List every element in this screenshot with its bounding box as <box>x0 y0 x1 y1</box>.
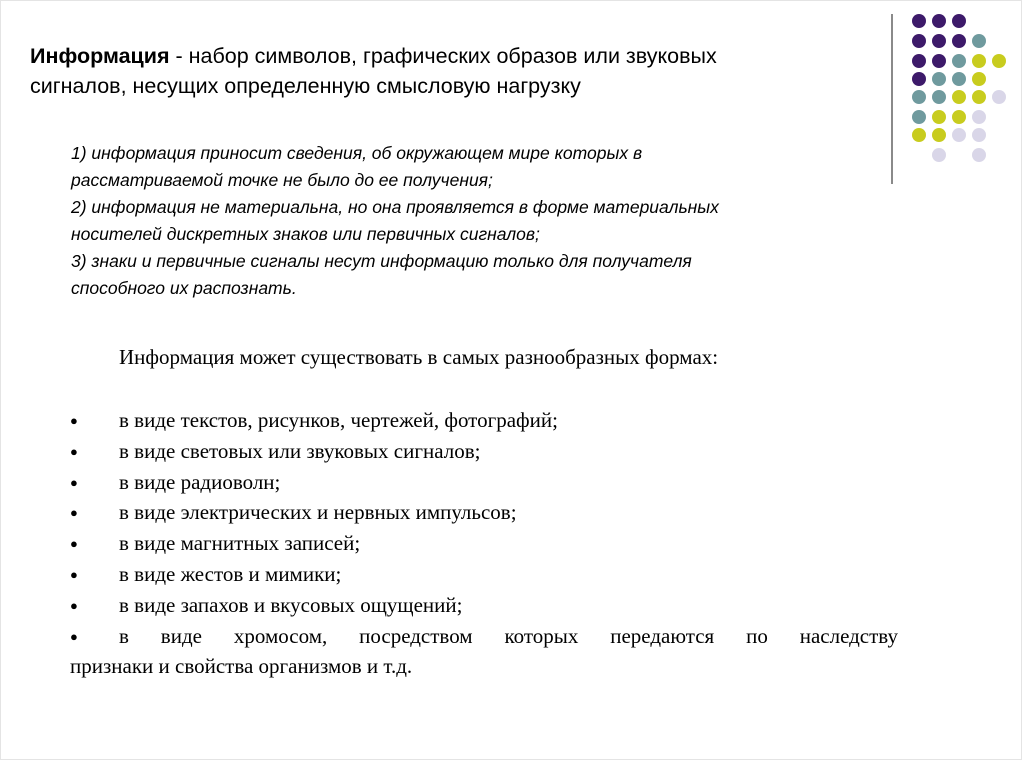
decor-dot <box>932 54 946 68</box>
bullet-icon: ● <box>70 474 78 490</box>
decor-dot <box>952 34 966 48</box>
decor-dot <box>932 14 946 28</box>
property-line: рассматриваемой точке не было до ее получения; <box>71 170 493 190</box>
decor-dot <box>912 14 926 28</box>
list-item <box>70 436 898 467</box>
list-item-text: в виде текстов, рисунков, чертежей, фотографий; <box>119 408 558 432</box>
list-item-text: в виде жестов и мимики; <box>119 561 342 586</box>
decor-dot <box>932 148 946 162</box>
decor-dot <box>912 110 926 124</box>
decor-dot <box>952 14 966 28</box>
decor-dot <box>952 72 966 86</box>
bullet-icon: ● <box>70 413 78 428</box>
decor-dot <box>932 72 946 86</box>
property-line: 3) знаки и первичные сигналы несут информацию только для получателя <box>71 251 692 271</box>
slide-title <box>30 41 880 101</box>
property-line: 1) информация приносит сведения, об окружающем мире которых в <box>71 143 643 163</box>
list-item-text: в виде электрических и нервных импульсов; <box>119 500 517 525</box>
decor-dot <box>972 54 986 68</box>
bullet-icon: ● <box>70 566 78 582</box>
decor-dot <box>972 72 986 86</box>
decor-dot <box>992 54 1006 68</box>
list-item-text: в виде хромосом, посредством которых передаются по наследству <box>119 623 898 648</box>
list-item <box>70 528 898 559</box>
decor-dot <box>932 110 946 124</box>
forms-list <box>70 405 898 682</box>
list-item <box>70 467 898 498</box>
decor-dot <box>912 54 926 68</box>
list-item-continuation: признаки и свойства организмов и т.д. <box>70 654 413 679</box>
property-line: 2) информация не материальна, но она проявляется в форме материальных <box>71 197 719 217</box>
decor-dot <box>952 110 966 124</box>
decor-dot <box>972 128 986 142</box>
bullet-icon: ● <box>70 628 78 644</box>
list-item-text: в виде световых или звуковых сигналов; <box>119 438 481 463</box>
bullet-icon: ● <box>70 536 78 552</box>
decor-dot <box>932 90 946 104</box>
forms-intro: Информация может существовать в самых разнообразных формах: <box>119 345 719 369</box>
list-item <box>70 405 898 436</box>
property-line: носителей дискретных знаков или первичных сигналов; <box>71 224 540 244</box>
decor-dot <box>972 148 986 162</box>
decor-dot <box>992 90 1006 104</box>
list-item-text: в виде магнитных записей; <box>119 531 361 556</box>
decor-dot <box>972 90 986 104</box>
property-line: способного их распознать. <box>71 278 297 298</box>
list-item-text: в виде радиоволн; <box>119 469 281 494</box>
list-item-last <box>70 621 898 652</box>
title-term: Информация <box>30 44 170 68</box>
list-item <box>70 559 898 590</box>
decor-dot <box>972 34 986 48</box>
decor-dot <box>952 54 966 68</box>
decor-dot <box>932 34 946 48</box>
bullet-icon: ● <box>70 597 78 613</box>
decor-dot <box>912 72 926 86</box>
decor-dot <box>952 128 966 142</box>
decor-dot <box>932 128 946 142</box>
decor-dot <box>952 90 966 104</box>
decor-dot <box>972 110 986 124</box>
list-item <box>70 590 898 621</box>
properties-list <box>71 140 931 302</box>
title-definition: - набор символов, графических образов или звуковых <box>169 44 717 68</box>
bullet-icon: ● <box>70 443 78 459</box>
decor-dot <box>912 34 926 48</box>
title-line-1 <box>30 41 880 71</box>
list-item <box>70 497 898 528</box>
title-line-2: сигналов, несущих определенную смысловую нагрузку <box>30 74 581 98</box>
bullet-icon: ● <box>70 505 78 521</box>
list-item-text: в виде запахов и вкусовых ощущений; <box>119 592 463 617</box>
decor-dot <box>912 90 926 104</box>
